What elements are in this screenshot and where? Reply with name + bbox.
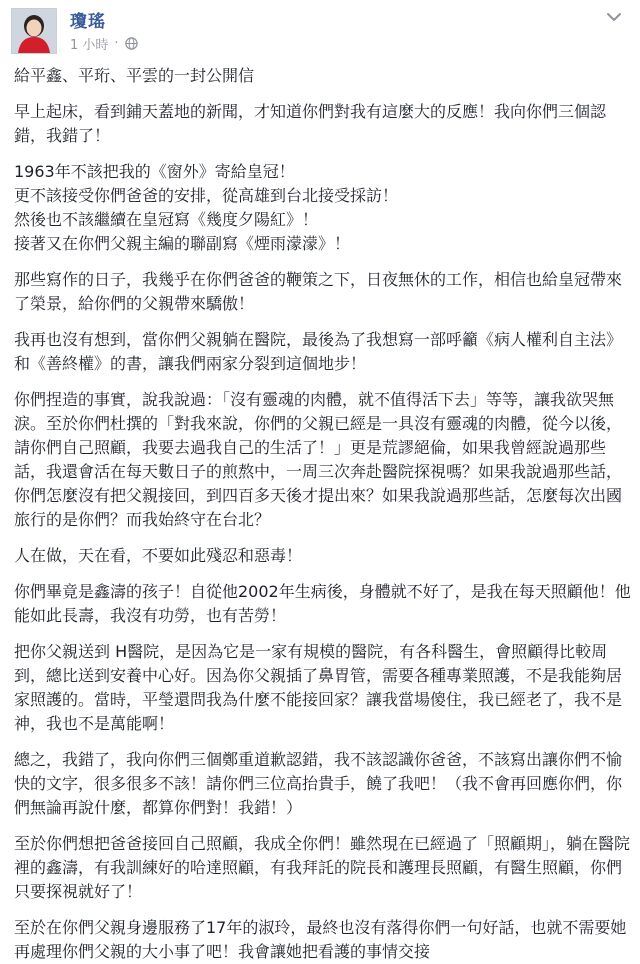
chevron-down-icon[interactable] (606, 8, 622, 20)
post-meta (70, 34, 138, 53)
globe-icon (125, 37, 138, 50)
post-paragraph: 你們畢竟是鑫濤的孩子！自從他2002年生病後，身體就不好了，是我在每天照顧他！他能如此長壽，我沒有功勞，也有苦勞！ (14, 582, 631, 625)
post-paragraph: 我再也沒有想到，當你們父親躺在醫院，最後為了我想寫一部呼籲《病人權利自主法》和《善終權》的書，讓我們兩家分裂到這個地步！ (14, 330, 623, 373)
post-header (0, 0, 640, 62)
post-paragraph: 給平鑫、平珩、平雲的一封公開信 (14, 66, 255, 85)
profile-photo-icon (12, 9, 56, 53)
post-paragraph: 至於你們想把爸爸接回自己照顧，我成全你們！雖然現在已經過了「照顧期」，躺在醫院裡的鑫濤，有我訓練好的哈達照顧，有我拜託的院長和護理長照顧，有醫生照顧，你們只要探視就好了！ (14, 834, 631, 901)
post-paragraph: 早上起床，看到鋪天蓋地的新聞，才知道你們對我有這麼大的反應！我向你們三個認錯，我錯了！ (14, 102, 607, 145)
author-name[interactable]: 瓊瑤 (70, 12, 106, 32)
post-paragraph: 把你父親送到 H醫院，是因為它是一家有規模的醫院，有各科醫生，會照顧得比較周到，總比送到安養中心好。因為你父親插了鼻胃管，需要各種專業照護，不是我能夠居家照護的。當時，平瑩還問我為什麼不能接回家？讓我當場傻住，我已經老了，我不是神，我也不是萬能啊！ (14, 642, 623, 733)
post-paragraph: 人在做，天在看，不要如此殘忍和惡毒！ (14, 546, 303, 565)
post-body (14, 64, 632, 964)
post-paragraph: 1963年不該把我的《窗外》寄給皇冠！ 更不該接受你們爸爸的安排，從高雄到台北接受採訪！ 然後也不該繼續在皇冠寫《幾度夕陽紅》！ 接著又在你們父親主編的聯副寫《煙雨濛濛》！ (14, 162, 399, 253)
author-avatar[interactable] (11, 8, 57, 54)
post-paragraph: 你們捏造的事實，說我說過：「沒有靈魂的肉體，就不值得活下去」等等，讓我欲哭無淚。至於你們杜撰的「對我來說，你們的父親已經是一具沒有靈魂的肉體，從今以後，請你們自己照顧，我要去過我自己的生活了！」更是荒謬絕倫，如果我曾經說過那些話，我還會活在每天數日子的煎熬中，一周三次奔赴醫院探視嗎？如果我說過那些話，你們怎麼沒有把父親接回，到四百多天後才提出來？如果我說過那些話，怎麼每次出國旅行的是你們？而我始終守在台北？ (14, 390, 623, 529)
post-time[interactable]: 1 小時 (70, 38, 109, 53)
post-paragraph: 那些寫作的日子，我幾乎在你們爸爸的鞭策之下，日夜無休的工作，相信也給皇冠帶來了榮景，給你們的父親帶來驕傲！ (14, 270, 623, 313)
post-paragraph: 總之，我錯了，我向你們三個鄭重道歉認錯，我不該認識你爸爸，不該寫出讓你們不愉快的文字，很多很多不該！請你們三位高抬貴手，饒了我吧！（我不會再回應你們，你們無論再說什麼，都算你們對！我錯！） (14, 750, 623, 817)
post-paragraph: 至於在你們父親身邊服務了17年的淑玲，最終也沒有落得你們一句好話，也就不需要她再處理你們父親的大小事了吧！我會讓她把看護的事情交接 (14, 918, 627, 961)
meta-separator: · (114, 36, 119, 51)
